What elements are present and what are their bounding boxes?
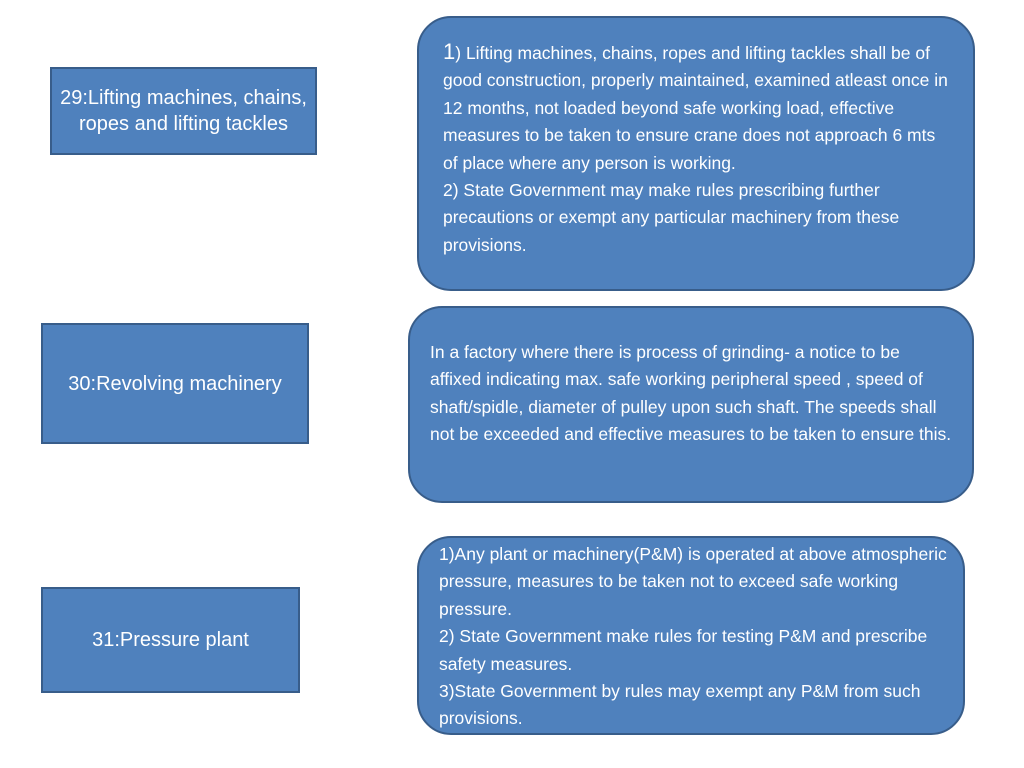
section-29-label: 29:Lifting machines, chains, ropes and lifting tackles — [60, 87, 307, 135]
section-30-text: In a factory where there is process of grinding- a notice to be affixed indicating max. safe working peripheral speed , speed of shaft/spidle, diameter of pulley upon such shaft. The speeds shall not be exceeded and effective measures to be taken to ensure this. — [430, 342, 952, 445]
section-30-label-box — [41, 323, 309, 444]
section-30-label: 30:Revolving machinery — [68, 372, 282, 395]
section-29-point-1-number: 1 — [443, 39, 456, 64]
section-31-label-box — [41, 587, 300, 693]
section-31-description-box — [417, 536, 965, 735]
section-31-point-3: 3)State Government by rules may exempt any P&M from such provisions. — [439, 681, 921, 729]
section-29-description-box — [417, 16, 975, 291]
section-29-point-1-text: ) Lifting machines, chains, ropes and lifting tackles shall be of good construction, properly maintained, examined atleast once in 12 months, not loaded beyond safe working load, effective measures to be taken to ensure crane does not approach 6 mts of place where any person is working. — [443, 43, 948, 173]
section-31-label: 31:Pressure plant — [92, 629, 249, 651]
section-30-description-box — [408, 306, 974, 503]
section-29-point-2: 2) State Government may make rules prescribing further precautions or exempt any particular machinery from these provisions. — [443, 180, 900, 255]
section-31-point-2: 2) State Government make rules for testing P&M and prescribe safety measures. — [439, 626, 928, 674]
section-31-point-1: 1)Any plant or machinery(P&M) is operated at above atmospheric pressure, measures to be taken not to exceed safe working pressure. — [439, 544, 947, 619]
section-29-point-1 — [443, 38, 953, 177]
section-29-label-box — [50, 67, 317, 155]
